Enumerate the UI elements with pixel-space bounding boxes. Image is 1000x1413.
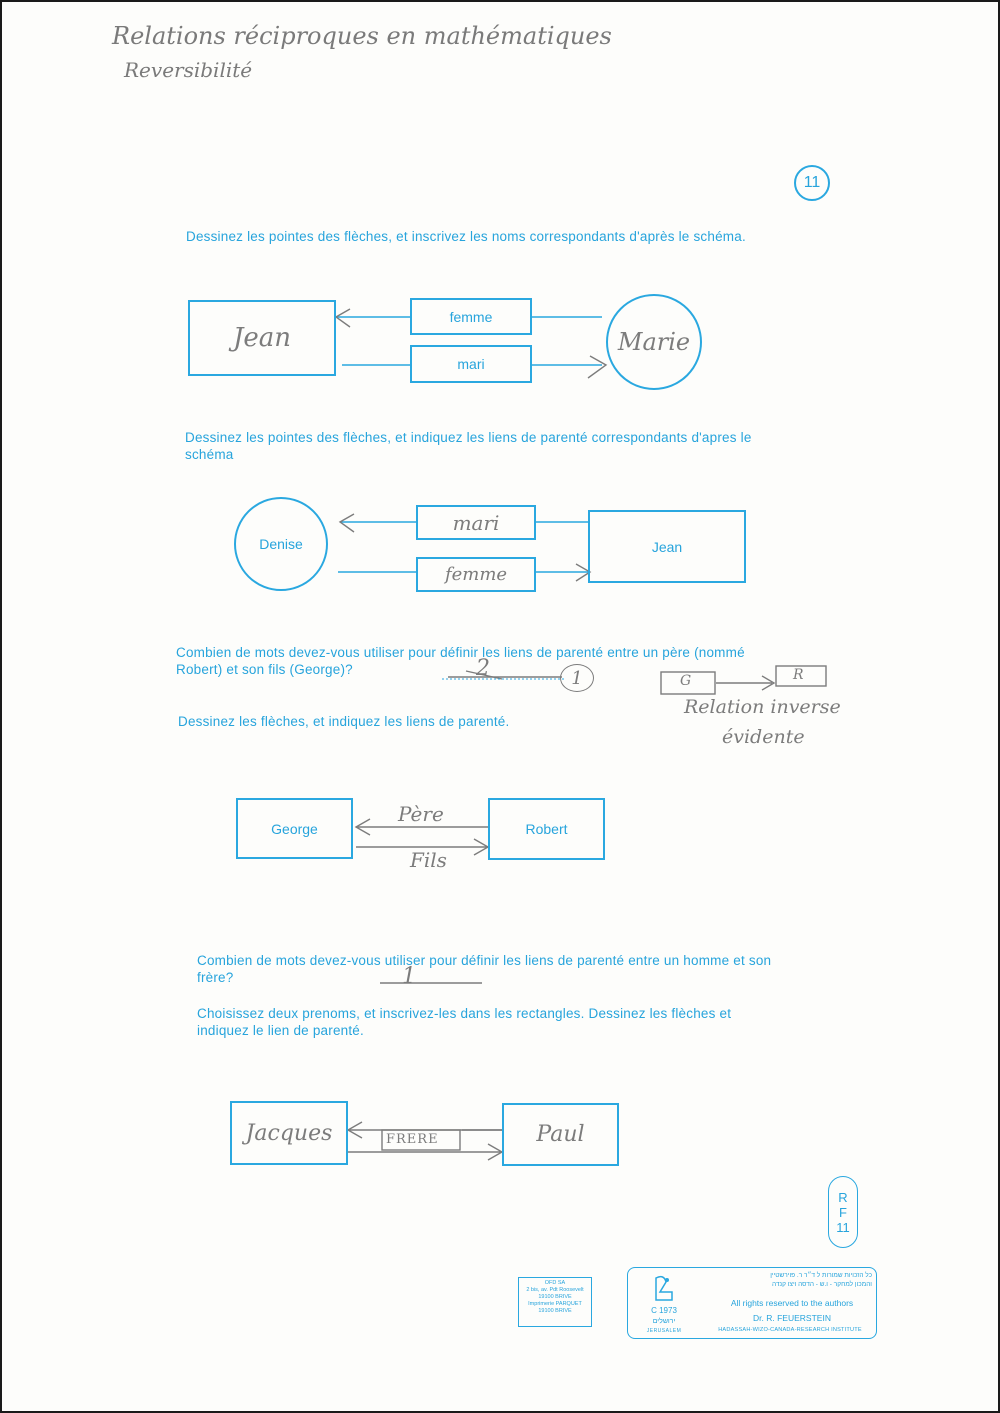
page-number-badge: 11 [794, 165, 830, 201]
rf-code-f: F [839, 1204, 847, 1220]
exercise3-answer-circled: 1 [560, 664, 594, 692]
handwritten-title: Relations réciproques en mathématiques [112, 22, 612, 50]
exercise1-left-name: Jean [232, 323, 292, 353]
exercise1-right-circle [606, 294, 702, 390]
printer-line: 19100 BRIVE [538, 1308, 572, 1314]
exercise4-label: FRERE [386, 1132, 439, 1147]
printer-line: 19100 BRIVE [538, 1294, 572, 1300]
exercise1-left-box [188, 300, 336, 376]
copyright-box [627, 1267, 877, 1339]
exercise4-right-box [502, 1103, 619, 1166]
handwritten-subtitle: Reversibilité [124, 58, 253, 82]
exercise1-label-top: femme [410, 298, 532, 335]
institute-name: HADASSAH-WIZO-CANADA-RESEARCH INSTITUTE [718, 1327, 862, 1333]
exercise3-left-box: George [236, 798, 353, 859]
note-line2: évidente [722, 726, 805, 748]
printer-line: 2 bis, av. Pdt Roosevelt [526, 1287, 584, 1293]
exercise3-instruction: Dessinez les flèches, et indiquez les liens de parenté. [178, 714, 510, 729]
city-hebrew: ירושלים [652, 1318, 676, 1325]
printer-stamp [518, 1277, 592, 1327]
exercise3-label-bottom: Fils [410, 848, 447, 872]
copyright-hebrew-1: כל הזכויות שמורות ל ד״ר ר. פוירשטיין [770, 1272, 872, 1279]
exercise2-instruction: Dessinez les pointes des flèches, et indiquez les liens de parenté correspondants d'apres le schéma [185, 430, 752, 462]
exercise2-label-top-text: mari [452, 510, 500, 535]
rf-code-number: 11 [836, 1219, 850, 1235]
exercise4-left-name: Jacques [245, 1120, 333, 1146]
exercise2-right-box: Jean [588, 510, 746, 583]
exercise4-left-box [230, 1101, 348, 1165]
printer-line: Imprimerie PARQUET [528, 1301, 582, 1307]
exercise4-answer: 1 [402, 964, 416, 989]
rf-code-r: R [838, 1189, 848, 1205]
exercise4-right-name: Paul [536, 1122, 585, 1147]
institute-logo-icon [650, 1274, 678, 1304]
copyright-hebrew-2: והמכון למחקר - ו.ש - הדסה ויצו קנדה [772, 1281, 872, 1288]
rf-code-badge [828, 1176, 858, 1248]
author-name: Dr. R. FEUERSTEIN [753, 1313, 831, 1323]
exercise1-label-bottom: mari [410, 345, 532, 383]
exercise4-instruction: Choisissez deux prenoms, et inscrivez-les dans les rectangles. Dessinez les flèches et indiquez le lien de parenté. [197, 1006, 732, 1038]
exercise2-label-bottom-text: femme [444, 564, 508, 585]
exercise3-label-top: Père [398, 802, 444, 826]
copyright-mark: C 1973 [651, 1306, 677, 1315]
note-box-right: R [793, 667, 804, 683]
exercise1-right-name: Marie [617, 328, 691, 356]
exercise2-left-circle: Denise [234, 497, 328, 591]
city-name: JERUSALEM [646, 1328, 682, 1334]
note-line1: Relation inverse [684, 696, 841, 718]
note-box-left: G [680, 673, 692, 689]
exercise1-instruction: Dessinez les pointes des flèches, et inscrivez les noms correspondants d'après le schéma. [186, 229, 746, 244]
exercise3-answer-crossed: 2 [476, 656, 490, 681]
printer-line: OFD SA [544, 1280, 566, 1286]
exercise2-label-bottom [416, 557, 536, 592]
rights-text: All rights reserved to the authors [730, 1298, 854, 1308]
exercise3-right-box: Robert [488, 798, 605, 860]
exercise4-question: Combien de mots devez-vous utiliser pour définir les liens de parenté entre un homme et son frère? [197, 953, 772, 985]
exercise3-question: Combien de mots devez-vous utiliser pour définir les liens de parenté entre un père (nommé Robert) et son fils (George)? [176, 645, 745, 677]
exercise2-label-top [416, 505, 536, 540]
